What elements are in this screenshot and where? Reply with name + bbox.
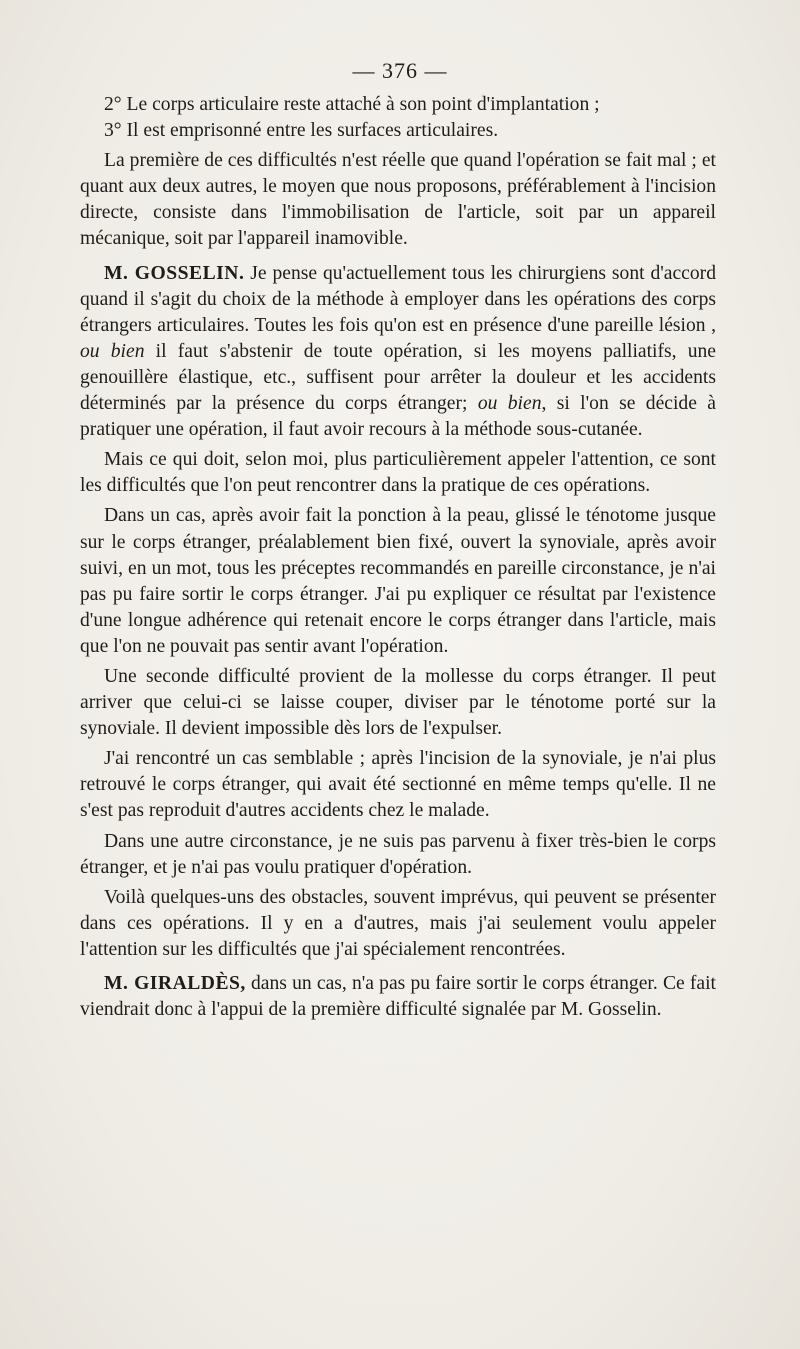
emphasis-run: ou bien — [80, 340, 145, 362]
text-run: Je pense qu'actuellement tous les chirurgiens sont d'accord quand il s'agit du choix de la méthode à employer dans les opérations des corps étrangers articulaires. Toutes les fois qu'on est en présence d'une pareille lésion , — [80, 262, 716, 336]
text-run: dans un cas, n'a pas pu faire sortir le corps étranger. Ce fait viendrait donc à l'appui de la première difficulté signalée par M. Gosselin. — [80, 973, 716, 1021]
paragraph-attention: Mais ce qui doit, selon moi, plus particulièrement appeler l'attention, ce sont les difficultés que l'on peut rencontrer dans la pratique de ces opérations. — [80, 449, 716, 497]
paragraph-second-difficulty: Une seconde difficulté provient de la mollesse du corps étranger. Il peut arriver que celui-ci se laisse couper, diviser par le ténotome porté sur la synoviale. Il devient impossible dès lors de l'expulser. — [80, 665, 716, 740]
page-number: — 376 — — [352, 58, 448, 83]
paragraph-point-2: 2° Le corps articulaire reste attaché à son point d'implantation ; — [104, 94, 600, 115]
paragraph-point-3: 3° Il est emprisonné entre les surfaces articulaires. — [104, 120, 499, 142]
paragraph-obstacles: Voilà quelques-uns des obstacles, souvent imprévus, qui peuvent se présenter dans ces opérations. Il y en a d'autres, mais j'ai seulement voulu appeler l'attention sur les difficultés que j'ai spécialement rencontrées. — [80, 886, 716, 960]
emphasis-run: ou bien — [477, 393, 542, 415]
paragraph-difficulties: La première de ces difficultés n'est réelle que quand l'opération se fait mal ; et quant aux deux autres, le moyen que nous proposons, préférablement à l'incision directe, consiste dans l'immobilisation de l'article, soit par un appareil mécanique, soit par l'appareil inamovible. — [80, 150, 716, 250]
speaker-name-giraldes: M. GIRALDÈS, — [104, 973, 246, 994]
paragraph-other-circumstance: Dans une autre circonstance, je ne suis pas parvenu à fixer très-bien le corps étranger, et je n'ai pas voulu pratiquer d'opération. — [80, 830, 716, 878]
text-run: il faut s'abstenir de toute opération, si les moyens palliatifs, une genouillère élastique, etc., suffisent pour arrêter la douleur et les accidents déterminés par la présence du corps étranger; — [80, 340, 716, 415]
body-text — [80, 92, 716, 1027]
paragraph-giraldes — [80, 971, 716, 1023]
speaker-name-gosselin: M. GOSSELIN. — [104, 262, 245, 284]
text-run: , si l'on se décide à pratiquer une opération, il faut avoir recours à la méthode sous-cutanée. — [80, 393, 716, 441]
paragraph-gosselin — [80, 261, 716, 444]
paragraph-similar-case: J'ai rencontré un cas semblable ; après l'incision de la synoviale, je n'ai plus retrouvé le corps étranger, qui avait été sectionné en même temps qu'elle. Il ne s'est pas reproduit d'autres accidents chez le malade. — [80, 748, 716, 822]
paragraph-first-case: Dans un cas, après avoir fait la ponction à la peau, glissé le ténotome jusque sur le corps étranger, préalablement bien fixé, ouvert la synoviale, après avoir suivi, en un mot, tous les préceptes recommandés en pareille circonstance, je n'ai pas pu faire sortir le corps étranger. J'ai pu expliquer ce résultat par l'existence d'une longue adhérence qui retenait encore le corps étranger dans l'article, mais que l'on ne pouvait pas sentir avant l'opération. — [80, 505, 716, 657]
